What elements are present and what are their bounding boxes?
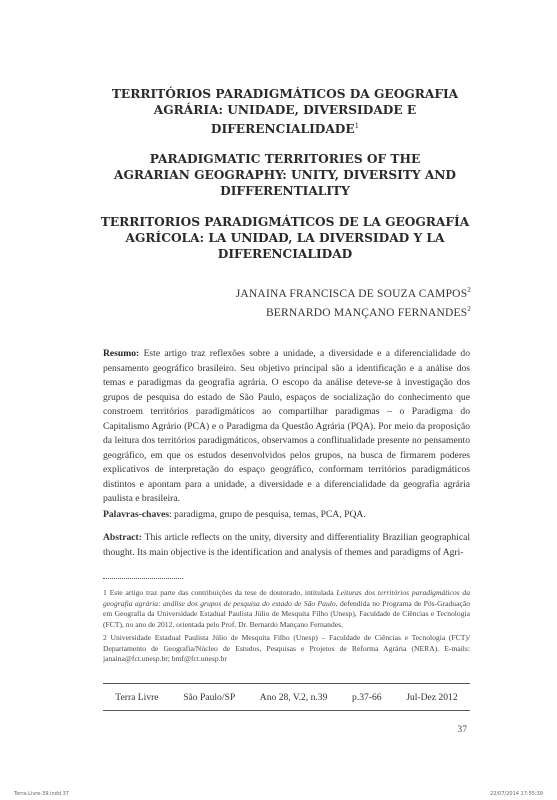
print-slug-timestamp: 22/07/2014 17:55:39 <box>490 791 543 797</box>
title-spanish <box>100 214 470 262</box>
journal-date: Jul-Dez 2012 <box>406 691 458 703</box>
title-en-line-3: DIFFERENTIALITY <box>220 184 350 198</box>
author-list <box>236 283 471 321</box>
title-footnote-marker[interactable]: 1 <box>354 122 360 130</box>
title-pt-line-3-text: DIFERENCIALIDADE <box>210 122 355 137</box>
footnote-separator <box>103 578 183 579</box>
author-1-name: JANAINA FRANCISCA DE SOUZA CAMPOS <box>235 287 468 300</box>
title-es-line-3: DIFERENCIALIDAD <box>217 247 353 261</box>
resumo-text: Este artigo traz reflexões sobre a unidade, a diversidade e a diferencialidade do pensamento geográfico brasileiro. Seu objetivo principal são a identificação e a análise dos temas e paradigmas da geografia agrária. O escopo da análise deteve-se à investigação dos grupos de pesquisa do estado de São Paulo, espaços de socialização do conhecimento que constroem territórios paradigmáticos ao compartilhar paradigmas – o Paradigma do Capitalismo Agrário (PCA) e o Paradigma da Questão Agrária (PQA). Por meio da proposição da leitura dos territórios paradigmáticos, observamos a conflitualidade presente no pensamento geográfico, em que os estudos desenvolvidos pelos grupos, na busca de firmarem poderes explicativos de interpretação do espaço geográfico, conformam territórios paradigmáticos distintos e apontam para a unidade, a diversidade e a diferencialidade da geografia agrária paulista e brasileira. <box>103 348 470 504</box>
author-1-footnote-marker[interactable]: 2 <box>467 286 471 294</box>
title-pt-line-2: AGRÁRIA: UNIDADE, DIVERSIDADE E <box>153 103 417 117</box>
footnote-1-text-b: , defendida no Programa de Pós-Graduação em Geografia da Universidade Estadual Paulista Júlio de Mesquita Filho (Unesp), Faculdade de Ciências e Tecnologia (FCT), no ano de 2012, orientada pelo Prof. Dr. Bernardo Mançano Fernandes. <box>103 598 470 629</box>
keywords-text: : paradigma, grupo de pesquisa, temas, PCA, PQA. <box>169 509 366 520</box>
keywords-paragraph <box>103 508 470 522</box>
title-english <box>100 151 470 199</box>
author-2-footnote-marker[interactable]: 2 <box>467 304 471 313</box>
abstract-label: Abstract: <box>103 532 142 543</box>
footnote-1-thesis-title: Leituras dos territórios paradigmáticos da geografia agrária: análise dos grupos de pesquisa do estado de São Paulo <box>103 588 471 608</box>
title-es-line-2: AGRÍCOLA: LA UNIDAD, LA DIVERSIDAD Y LA <box>125 231 445 245</box>
footnote-1 <box>103 588 470 630</box>
title-portuguese <box>100 86 470 137</box>
footnotes <box>103 588 470 668</box>
journal-citation-bar <box>103 683 470 711</box>
journal-volume: Ano 28, V.2, n.39 <box>259 691 328 703</box>
footnote-1-text-a: 1 Este artigo traz parte das contribuições da tese de doutorado, intitulada <box>103 588 337 597</box>
author-2-name: BERNARDO MANÇANO FERNANDES <box>265 306 468 319</box>
abstract-paragraph <box>103 531 470 560</box>
author-1 <box>236 283 471 302</box>
abstract-text: This article reflects on the unity, diversity and differentiality Brazilian geographical thought. Its main objective is the identification and analysis of themes and paradigms of Agri- <box>103 532 470 558</box>
title-es-line-1: TERRITORIOS PARADIGMÁTICOS DE LA GEOGRAFÍA <box>100 215 470 229</box>
author-2 <box>236 302 471 321</box>
print-slug-file: Terra-Livre-39.indd 37 <box>14 791 69 797</box>
journal-city: São Paulo/SP <box>183 691 236 703</box>
page-number: 37 <box>457 724 467 735</box>
resumo-paragraph <box>103 347 470 507</box>
title-en-line-1: PARADIGMATIC TERRITORIES OF THE <box>149 152 421 166</box>
title-en-line-2: AGRARIAN GEOGRAPHY: UNITY, DIVERSITY AND <box>113 168 456 182</box>
journal-pages: p.37-66 <box>352 691 382 703</box>
title-pt-line-1: TERRITÓRIOS PARADIGMÁTICOS DA GEOGRAFIA <box>111 87 459 101</box>
resumo-label: Resumo: <box>103 348 140 359</box>
footnote-2: 2 Universidade Estadual Paulista Júlio de Mesquita Filho (Unesp) – Faculdade de Ciências e Tecnologia (FCT)/ Departamento de Geografia/Núcleo de Estudos, Pesquisas e Projetos de Reforma Agrária (NERA). E-mails: janaina@fct.unesp.br; bmf@fct.unesp.br <box>103 633 470 663</box>
keywords-label: Palavras-chaves <box>103 509 170 520</box>
title-pt-line-3 <box>100 118 470 137</box>
journal-name: Terra Livre <box>115 691 159 703</box>
